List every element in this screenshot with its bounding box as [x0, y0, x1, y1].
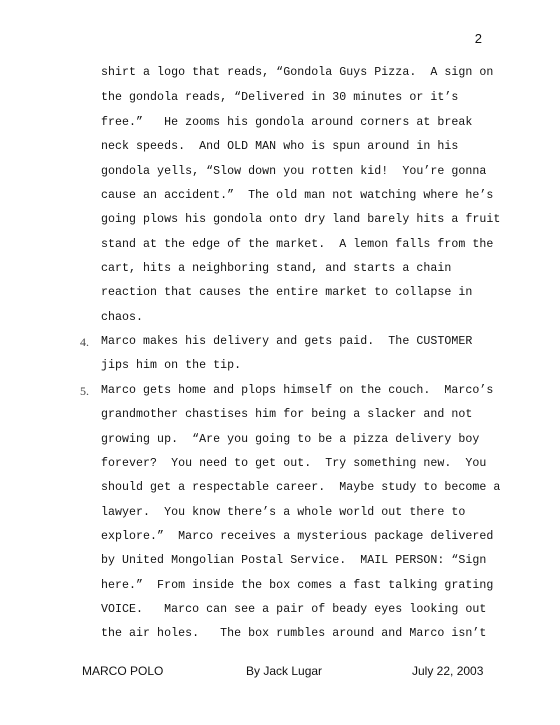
- item-number: 4.: [80, 335, 89, 349]
- body-line: jips him on the tip.: [101, 359, 242, 372]
- body-line: going plows his gondola onto dry land barely hits a fruit: [101, 213, 501, 226]
- body-line: the gondola reads, “Delivered in 30 minutes or it’s: [101, 91, 459, 104]
- body-line: Marco gets home and plops himself on the couch. Marco’s: [101, 384, 494, 397]
- body-line: growing up. “Are you going to be a pizza delivery boy: [101, 433, 480, 446]
- body-line: here.” From inside the box comes a fast talking grating: [101, 579, 494, 592]
- body-line: lawyer. You know there’s a whole world out there to: [101, 506, 466, 519]
- body-line: neck speeds. And OLD MAN who is spun around in his: [101, 140, 459, 153]
- body-line: chaos.: [101, 311, 144, 324]
- body-line: reaction that causes the entire market to collapse in: [101, 286, 473, 299]
- body-line: Marco makes his delivery and gets paid. The CUSTOMER: [101, 335, 473, 348]
- body-line: stand at the edge of the market. A lemon falls from the: [101, 238, 494, 251]
- footer-date: July 22, 2003: [412, 664, 484, 678]
- body-line: the air holes. The box rumbles around and Marco isn’t: [101, 627, 487, 640]
- body-line: VOICE. Marco can see a pair of beady eyes looking out: [101, 603, 487, 616]
- body-line: explore.” Marco receives a mysterious package delivered: [101, 530, 494, 543]
- body-line: forever? You need to get out. Try something new. You: [101, 457, 487, 470]
- item-number: 5.: [80, 384, 89, 398]
- body-line: gondola yells, “Slow down you rotten kid! You’re gonna: [101, 165, 487, 178]
- body-line: cause an accident.” The old man not watching where he’s: [101, 189, 494, 202]
- page-number: 2: [474, 31, 482, 46]
- body-line: cart, hits a neighboring stand, and starts a chain: [101, 262, 452, 275]
- body-line: free.” He zooms his gondola around corners at break: [101, 116, 473, 129]
- body-line: grandmother chastises him for being a slacker and not: [101, 408, 473, 421]
- footer-author: By Jack Lugar: [246, 664, 323, 678]
- footer-title: MARCO POLO: [82, 664, 164, 678]
- body-line: by United Mongolian Postal Service. MAIL PERSON: “Sign: [101, 554, 487, 567]
- body-line: shirt a logo that reads, “Gondola Guys Pizza. A sign on: [101, 66, 494, 79]
- body-line: should get a respectable career. Maybe study to become a: [101, 481, 501, 494]
